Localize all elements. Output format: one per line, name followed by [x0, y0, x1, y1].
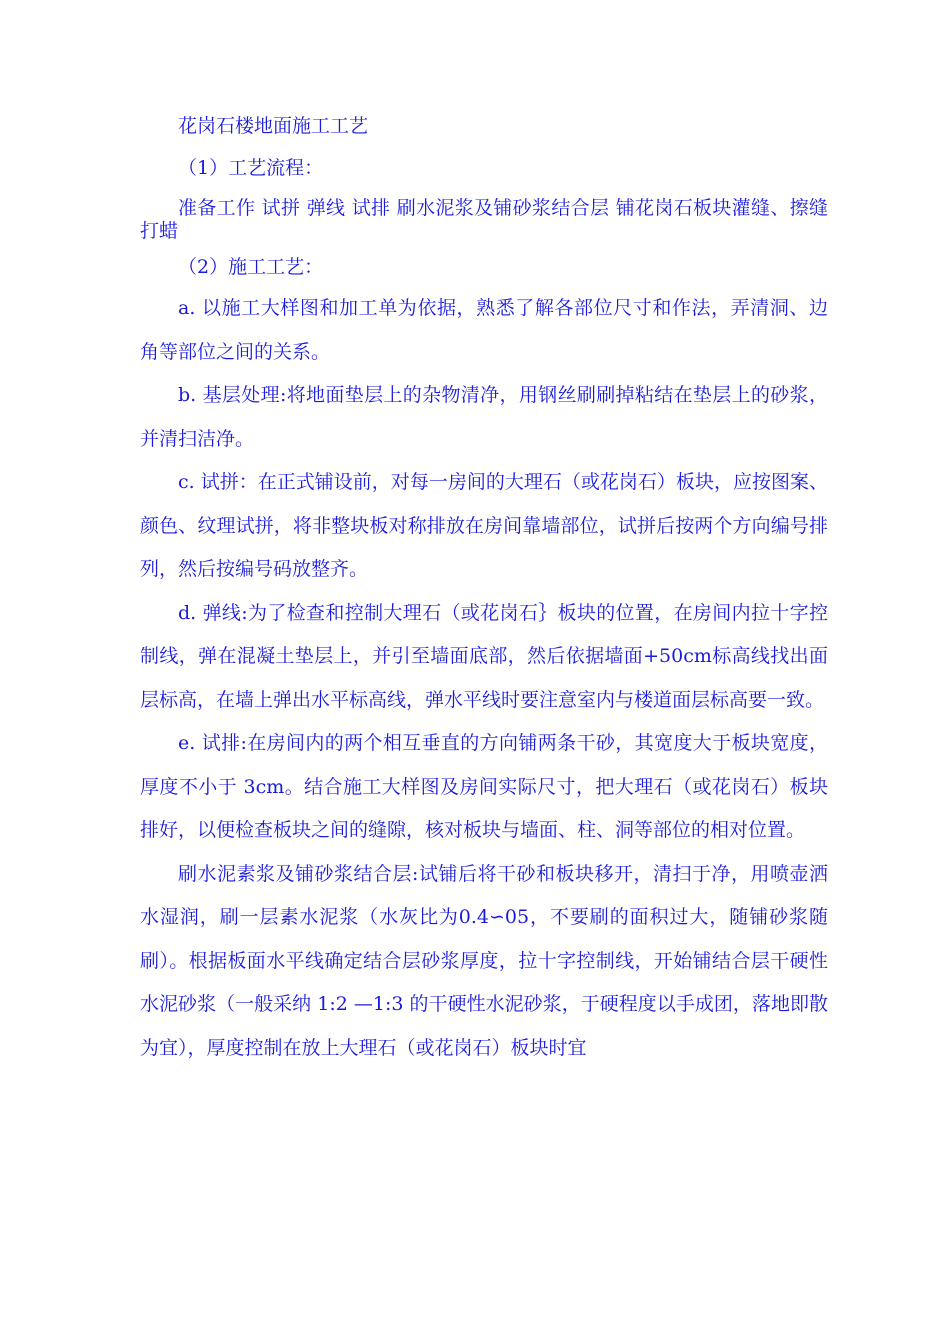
paragraph-a: a. 以施工大样图和加工单为依据，熟悉了解各部位尺寸和作法，弄清洞、边角等部位之间的关系。	[140, 297, 828, 363]
section-heading-construction-process: （2）施工工艺：	[178, 256, 324, 278]
process-flow-text: 准备工作 试拼 弹线 试排 刷水泥浆及铺砂浆结合层 铺花岗石板块灌缝、擦缝打蜡	[140, 197, 828, 242]
paragraph-b: b. 基层处理:将地面垫层上的杂物清净，用钢丝刷刷掉粘结在垫层上的砂浆，并清扫洁净。	[140, 384, 828, 450]
section-heading-process-flow: （1）工艺流程：	[178, 157, 324, 179]
paragraph-d: d. 弹线:为了检查和控制大理石（或花岗石｝板块的位置，在房间内拉十字控制线，弹在混凝土垫层上，并引至墙面底部，然后依据墙面+50cm标高线找出面层标高，在墙上弹出水平标高线，弹水平线时要注意室内与楼道面层标高要一致。	[140, 601, 828, 711]
paragraph-e: e. 试排:在房间内的两个相互垂直的方向铺两条干砂，其宽度大于板块宽度，厚度不小于 3cm。结合施工大样图及房间实际尺寸，把大理石（或花岗石）板块排好，以便检查板块之间的缝隙，核对板块与墙面、柱、洞等部位的相对位置。	[140, 732, 828, 841]
paragraph-mortar-layer: 刷水泥素浆及铺砂浆结合层:试铺后将干砂和板块移开，清扫于净，用喷壶洒水湿润，刷一层素水泥浆（水灰比为0.4∽05，不要刷的面积过大，随铺砂浆随刷）。根据板面水平线确定结合层砂浆厚度，拉十字控制线，开始铺结合层干硬性水泥砂浆（一般采纳 1:2 —1:3 的干硬性水泥砂浆，于硬程度以手成团，落地即散为宜），厚度控制在放上大理石（或花岗石）板块时宜	[140, 862, 828, 1059]
document-title: 花岗石楼地面施工工艺	[178, 115, 369, 137]
paragraph-c: c. 试拼：在正式铺设前，对每一房间的大理石（或花岗石）板块，应按图案、颜色、纹理试拼，将非整块板对称排放在房间靠墙部位，试拼后按两个方向编号排列，然后按编号码放整齐。	[140, 471, 828, 580]
document-body	[140, 112, 828, 1070]
